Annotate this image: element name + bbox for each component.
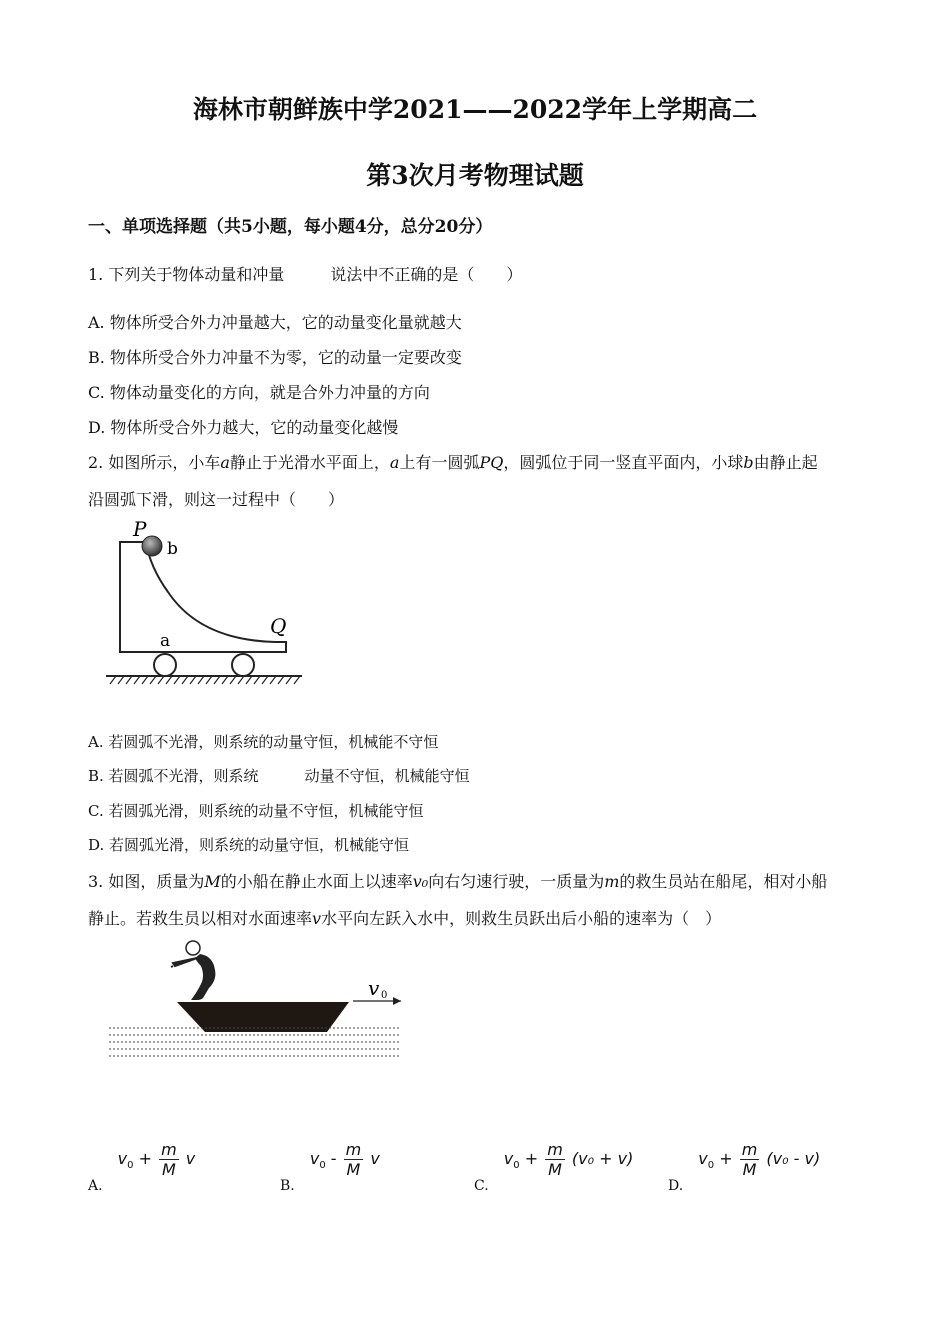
option-label: C. [474,1178,489,1194]
q3-var-v: v [312,909,322,928]
q2-text: 2. 如图所示，小车 [88,453,221,472]
cart-arc-figure [100,512,310,692]
q2-stem-line1 [88,450,818,473]
fraction-denominator: M [346,1160,361,1179]
q1-option-c[interactable]: C. 物体动量变化的方向，就是合外力冲量的方向 [88,383,430,402]
q2-var-pq: PQ [479,453,504,472]
q2-stem-line2: 沿圆弧下滑，则这一过程中（ ） [88,490,345,509]
fraction-denominator: M [161,1160,176,1179]
q3-var-m-small: m [604,872,620,891]
section-heading: 一、单项选择题（共5小题，每小题4分，总分20分） [88,217,493,237]
q3-text: 向右匀速行驶，一质量为 [428,872,605,891]
q3-option-b[interactable] [280,1140,380,1194]
q3-text: 的小船在静止水面上以速率 [220,872,413,891]
formula-paren: (v₀ + v) [571,1149,634,1168]
fraction-denominator: M [742,1160,757,1179]
q2-option-a[interactable]: A. 若圆弧不光滑，则系统的动量守恒，机械能不守恒 [88,733,439,751]
q3-stem-line1 [88,869,827,892]
q1-stem-part2: 说法中不正确的是（ ） [330,265,523,284]
q2-text: 上有一圆弧 [399,453,480,472]
q3-text: 的救生员站在船尾，相对小船 [619,872,828,891]
q2-text: 由静止起 [753,453,818,472]
formula-v: v [370,1149,380,1168]
fraction-numerator: m [741,1140,758,1159]
q3-text: 水平向左跃入水中，则救生员跃出后小船的速率为（ ） [321,909,722,928]
option-label: A. [88,1178,103,1194]
q3-option-a[interactable] [88,1140,196,1194]
option-label: D. [668,1178,684,1194]
q3-text: 3. 如图，质量为 [88,872,205,891]
q2-option-b-part2: 动量不守恒，机械能守恒 [304,767,470,785]
fraction-numerator: m [161,1140,177,1159]
swimmer-body [191,954,215,1000]
q1-option-b[interactable]: B. 物体所受合外力冲量不为零，它的动量一定要改变 [88,348,462,367]
label-a: a [160,631,171,651]
q2-var-a: a [220,453,230,472]
formula-sub: 0 [707,1160,715,1172]
q1-stem [88,262,522,285]
formula-sub: 0 [513,1160,520,1172]
formula-paren: (v₀ - v) [766,1149,821,1168]
q2-option-c[interactable]: C. 若圆弧光滑，则系统的动量不守恒，机械能守恒 [88,802,424,820]
label-p: P [133,517,147,541]
q2-option-b[interactable] [88,765,470,786]
velocity-subscript: 0 [381,990,388,1001]
q2-var-a: a [389,453,400,472]
q3-var-v0: v₀ [412,872,429,891]
wheel-right [232,654,254,676]
q3-stem-line2 [88,906,721,929]
q3-option-c[interactable] [474,1140,634,1194]
page-title: 海林市朝鲜族中学2021——2022学年上学期高二 [192,95,758,124]
option-label: B. [280,1178,295,1194]
label-b: b [167,539,178,559]
formula-operator: + [719,1149,733,1168]
q3-text: 静止。若救生员以相对水面速率 [88,909,313,928]
q1-option-a[interactable]: A. 物体所受合外力冲量越大，它的动量变化量就越大 [88,313,462,332]
formula-operator: + [138,1149,152,1168]
formula-sub: 0 [127,1160,134,1172]
formula-v: v [698,1149,708,1168]
fraction-numerator: m [345,1140,362,1159]
q3-option-d[interactable] [668,1140,821,1194]
q1-stem-part1: 1. 下列关于物体动量和冲量 [88,265,285,284]
q2-text: 静止于光滑水平面上， [229,453,390,472]
fraction-denominator: M [548,1160,562,1179]
swimmer-head [186,941,200,955]
label-q: Q [270,614,287,638]
wheel-left [154,654,176,676]
formula-operator: - [330,1149,337,1168]
formula-v: v [309,1149,320,1168]
formula-sub: 0 [319,1160,326,1172]
boat-figure [105,936,405,1066]
q2-text: ，圆弧位于同一竖直平面内，小球 [503,453,744,472]
q2-var-b: b [743,453,754,472]
q3-var-m-big: M [204,872,221,891]
formula-v: v [117,1149,128,1168]
formula-v: v [503,1149,514,1168]
formula-v: v [185,1149,196,1168]
q1-option-d[interactable]: D. 物体所受合外力越大，它的动量变化越慢 [88,418,399,437]
fraction-numerator: m [547,1140,563,1159]
water-lines [109,1028,401,1056]
velocity-label: v [368,976,380,1000]
formula-operator: + [524,1149,539,1168]
page-subtitle: 第3次月考物理试题 [366,161,584,190]
q2-option-d[interactable]: D. 若圆弧光滑，则系统的动量守恒，机械能守恒 [88,836,410,854]
q2-option-b-part1: B. 若圆弧不光滑，则系统 [88,767,259,785]
